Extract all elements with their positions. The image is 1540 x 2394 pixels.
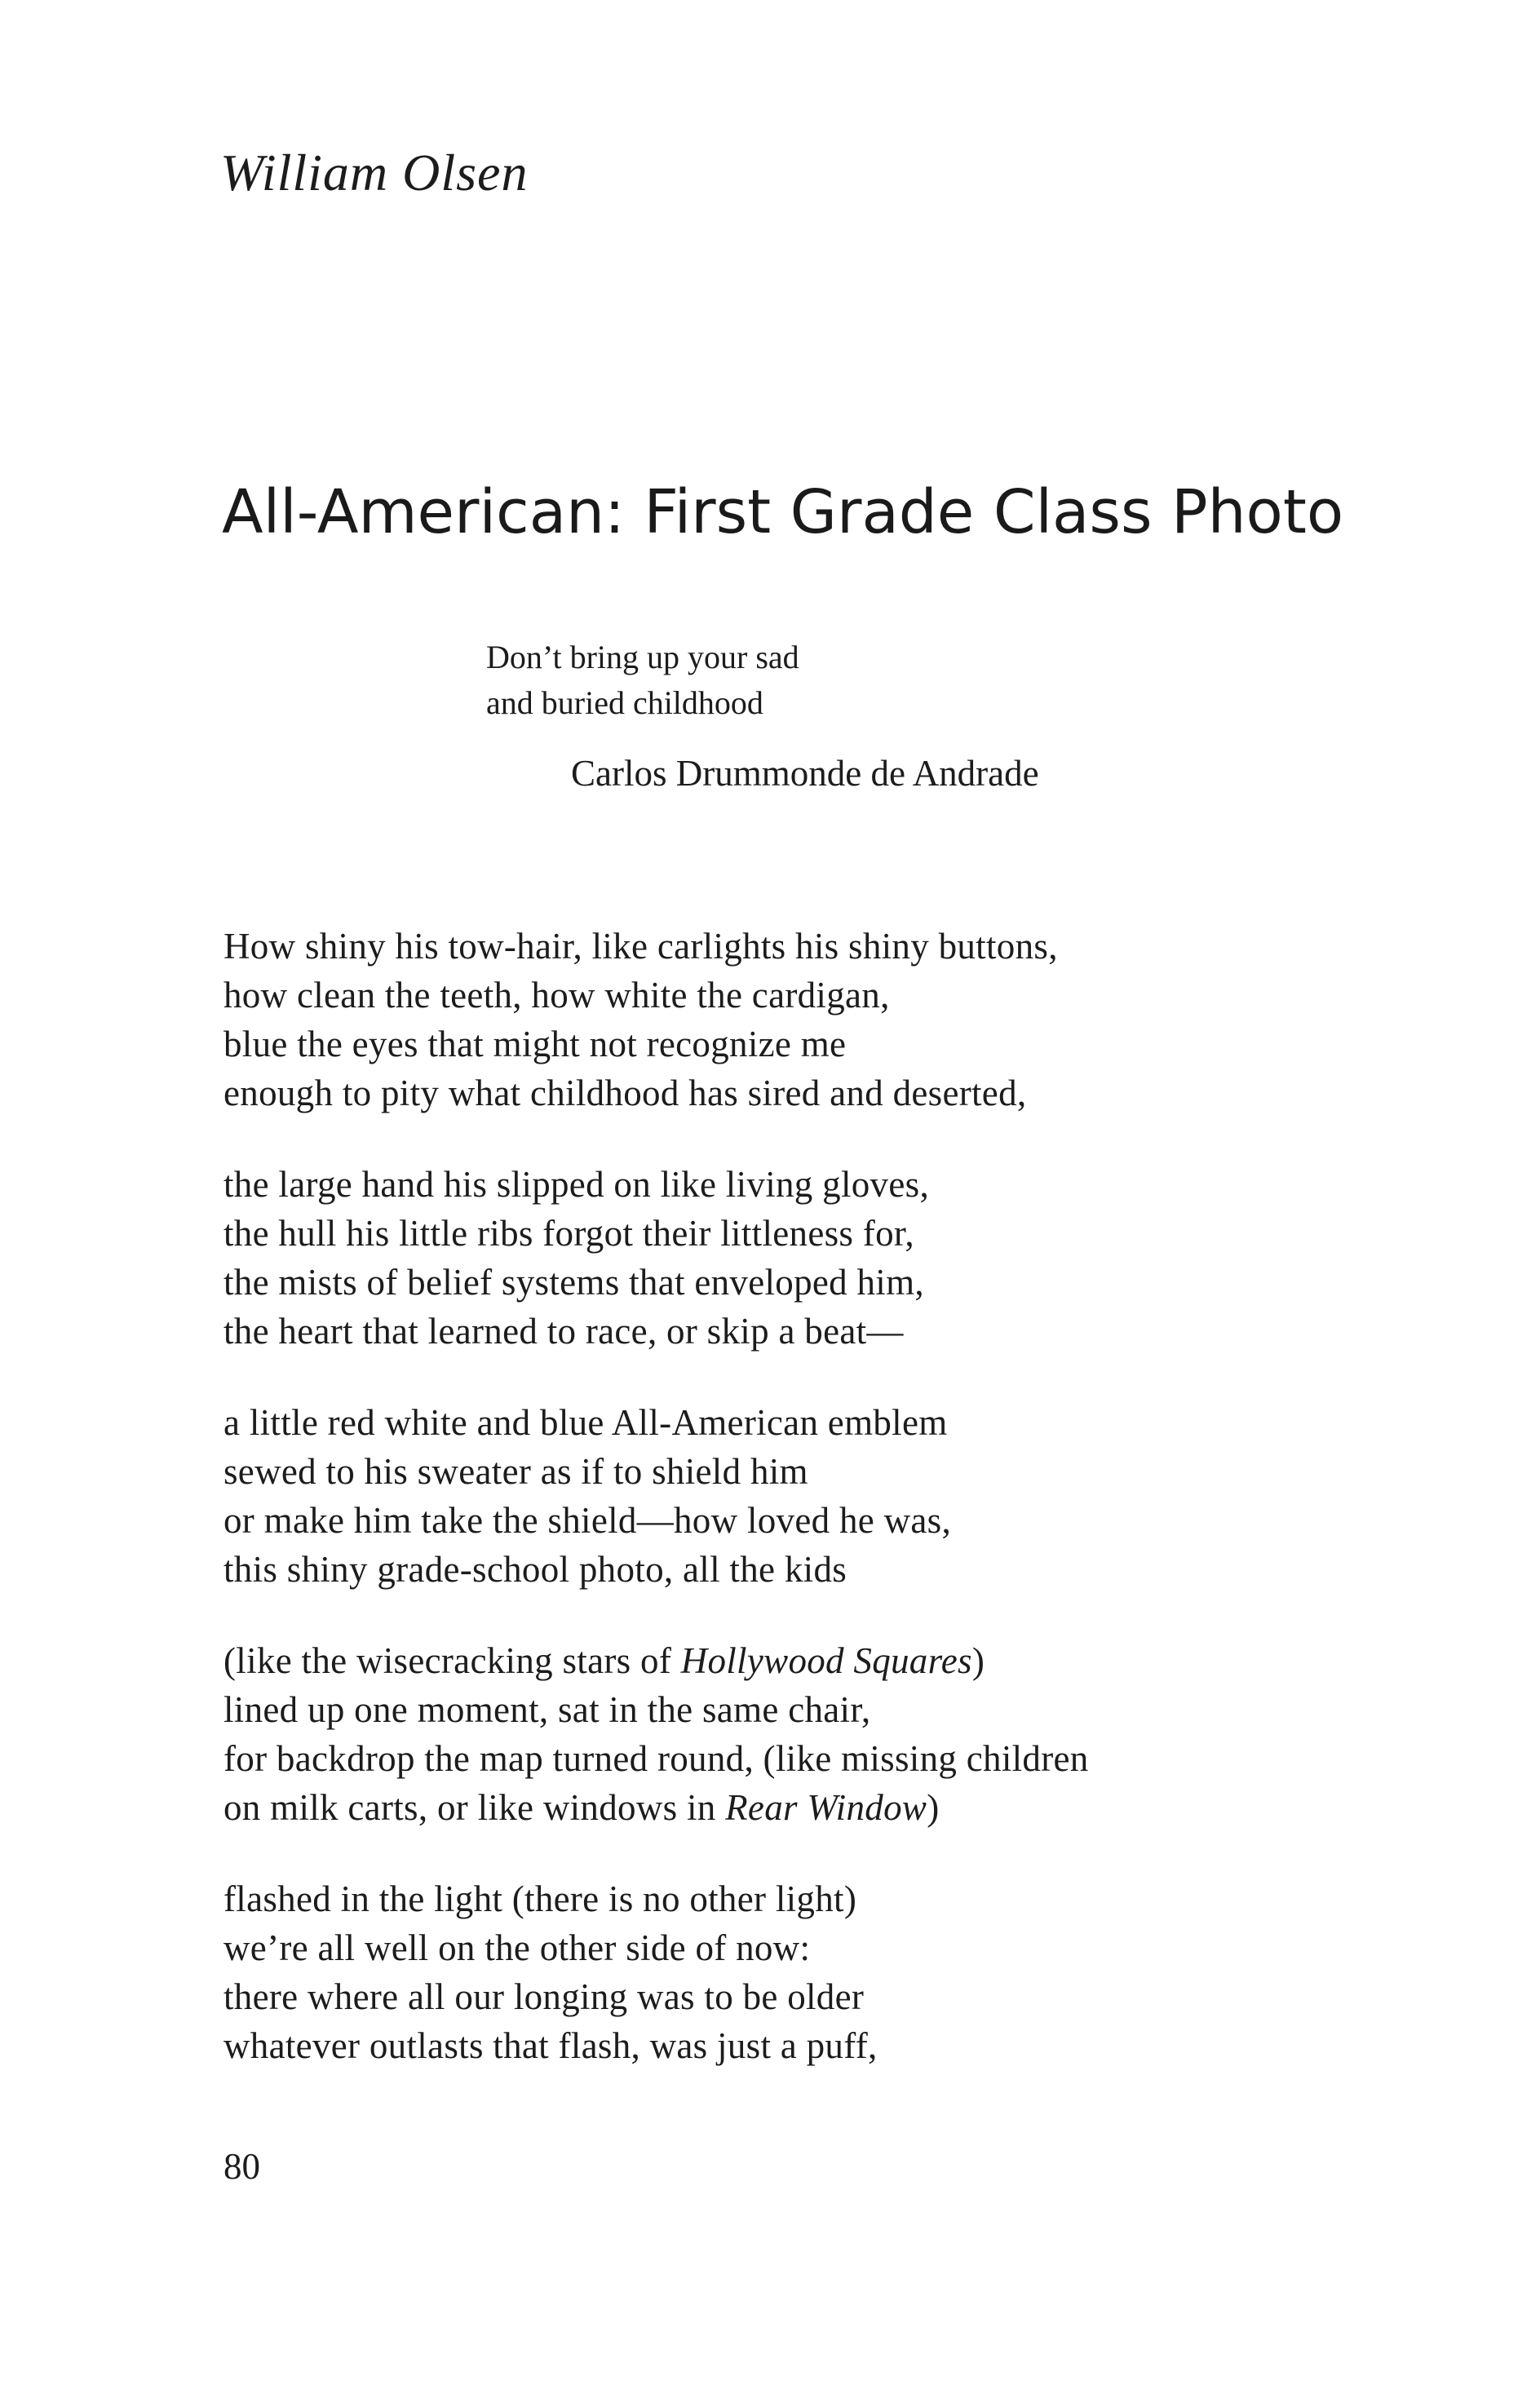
poem-line: the mists of belief systems that enveloped him, [223,1262,924,1303]
poem-line: the large hand his slipped on like living gloves, [223,1164,929,1205]
poem-line: this shiny grade-school photo, all the kids [223,1549,847,1590]
epigraph-line: and buried childhood [486,684,763,721]
page-number: 80 [223,2146,260,2187]
italic-title: Hollywood Squares [680,1640,972,1681]
poem-line: the heart that learned to race, or skip a beat— [223,1311,904,1352]
poem-line: flashed in the light (there is no other light) [223,1878,857,1919]
poem-line: blue the eyes that might not recognize me [223,1024,847,1064]
line-text: ) [927,1787,940,1828]
poem-line: how clean the teeth, how white the cardigan, [223,975,890,1016]
poem-line: or make him take the shield—how loved he was, [223,1500,952,1541]
poem-line: How shiny his tow-hair, like carlights his shiny buttons, [223,926,1058,967]
line-text: (like the wisecracking stars of [223,1640,681,1681]
epigraph-attribution: Carlos Drummonde de Andrade [571,753,1039,794]
poem-line [223,1636,1480,1685]
poem-line: enough to pity what childhood has sired and deserted, [223,1073,1027,1113]
poem-line: lined up one moment, sat in the same chair, [223,1689,871,1730]
stanza-5 [223,1874,1480,2070]
poem-title: All-American: First Grade Class Photo [222,477,1344,547]
epigraph [486,635,799,726]
italic-title: Rear Window [725,1787,927,1828]
stanza-1 [223,922,1480,1117]
stanza-3 [223,1398,1480,1594]
line-text: on milk carts, or like windows in [223,1787,726,1828]
poem-line: sewed to his sweater as if to shield him [223,1451,808,1492]
poem-line: the hull his little ribs forgot their littleness for, [223,1213,914,1254]
poem-line: whatever outlasts that flash, was just a puff, [223,2025,878,2066]
author-name: William Olsen [220,144,529,201]
poem-body [223,922,1480,2113]
poem-line: a little red white and blue All-American emblem [223,1402,948,1443]
poem-line: we’re all well on the other side of now: [223,1927,811,1968]
poem-line: there where all our longing was to be older [223,1976,865,2017]
epigraph-line: Don’t bring up your sad [486,639,799,675]
stanza-4 [223,1636,1480,1832]
poem-line [223,1783,1480,1832]
poem-line: for backdrop the map turned round, (like missing children [223,1738,1089,1779]
stanza-2 [223,1160,1480,1356]
line-text: ) [971,1640,985,1681]
